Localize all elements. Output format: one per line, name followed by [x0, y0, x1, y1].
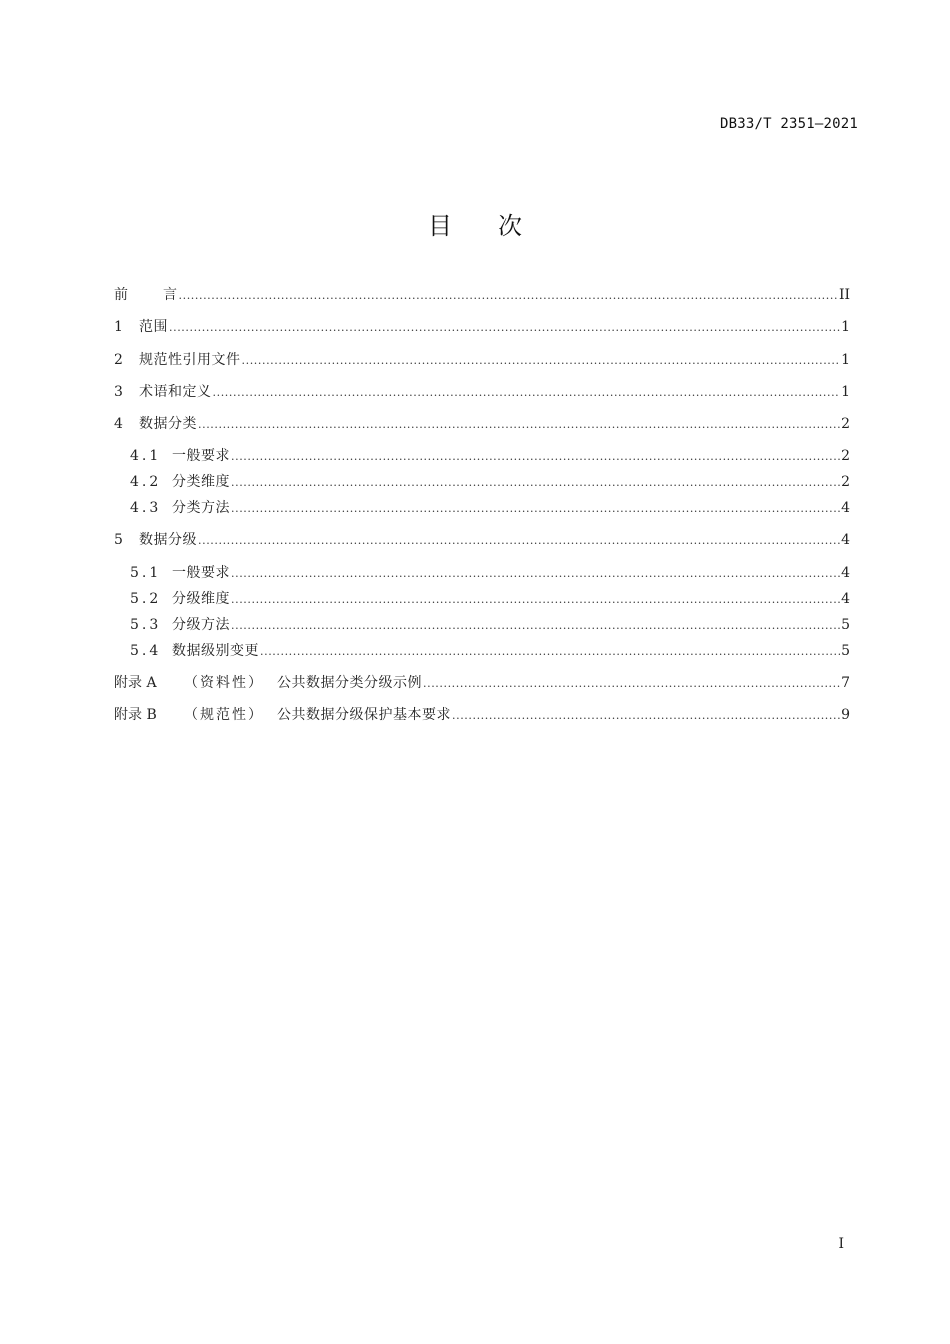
page-number: I — [838, 1236, 844, 1252]
toc-number: 5.1 — [130, 564, 162, 581]
toc-entry-5-1[interactable] — [114, 563, 850, 584]
toc-entry-5[interactable] — [114, 530, 850, 551]
dot-leader — [231, 447, 840, 467]
title-char-2: 次 — [498, 212, 522, 240]
toc-page-number: 4 — [841, 532, 850, 549]
toc-page-number: 1 — [841, 351, 850, 368]
table-of-contents — [114, 285, 850, 737]
toc-entry-appendix-b[interactable] — [114, 705, 850, 726]
toc-page-number: 7 — [841, 674, 850, 691]
title-char-1: 目 — [428, 212, 452, 240]
toc-number: 5 — [114, 532, 123, 549]
toc-entry-4-1[interactable] — [114, 446, 850, 467]
toc-page-number: 9 — [841, 707, 850, 724]
toc-page-number: 1 — [841, 383, 850, 400]
toc-number: 5.4 — [130, 642, 162, 659]
toc-label: 范围 — [139, 319, 168, 336]
toc-entry-4-2[interactable] — [114, 472, 850, 493]
dot-leader — [452, 706, 840, 726]
toc-number: 附录 A — [114, 674, 157, 691]
dot-leader — [231, 616, 840, 636]
toc-number: 1 — [114, 319, 123, 336]
dot-leader — [213, 383, 841, 403]
toc-page-number: 5 — [841, 642, 850, 659]
toc-entry-3[interactable] — [114, 382, 850, 403]
toc-label: 公共数据分类分级示例 — [277, 674, 422, 691]
toc-entry-5-4[interactable] — [114, 641, 850, 662]
toc-number: 5.3 — [130, 616, 162, 633]
toc-page-number: 4 — [841, 590, 850, 607]
toc-label: 分级维度 — [172, 590, 230, 607]
toc-entry-5-2[interactable] — [114, 589, 850, 610]
toc-label: 前 言 — [114, 287, 178, 303]
toc-number: 3 — [114, 383, 123, 400]
toc-page-number: 5 — [841, 616, 850, 633]
toc-number: 4.3 — [130, 500, 162, 517]
toc-page-number: 2 — [841, 448, 850, 465]
toc-number: 4.2 — [130, 474, 162, 491]
toc-entry-4-3[interactable] — [114, 498, 850, 519]
dot-leader — [231, 499, 840, 519]
toc-entry-preface[interactable] — [114, 285, 850, 306]
toc-label: 分类方法 — [172, 500, 230, 517]
dot-leader — [423, 674, 840, 694]
dot-leader — [179, 286, 838, 306]
toc-number: 2 — [114, 351, 123, 368]
appendix-category: （规范性） — [184, 707, 264, 724]
toc-page-number: 1 — [841, 319, 850, 336]
toc-label: 数据分类 — [139, 416, 197, 433]
toc-label: 数据分级 — [139, 532, 197, 549]
toc-entry-appendix-a[interactable] — [114, 673, 850, 694]
dot-leader — [231, 473, 840, 493]
dot-leader — [198, 415, 840, 435]
dot-leader — [198, 531, 840, 551]
toc-number: 4 — [114, 416, 123, 433]
toc-label: 公共数据分级保护基本要求 — [277, 707, 451, 724]
appendix-category: （资料性） — [184, 674, 264, 691]
toc-entry-4[interactable] — [114, 414, 850, 435]
page-title — [0, 206, 950, 241]
toc-label: 数据级别变更 — [172, 642, 259, 659]
toc-entry-1[interactable] — [114, 317, 850, 338]
toc-number: 5.2 — [130, 590, 162, 607]
toc-label: 术语和定义 — [139, 383, 212, 400]
toc-entry-5-3[interactable] — [114, 615, 850, 636]
toc-number: 4.1 — [130, 448, 162, 465]
toc-page-number: 2 — [841, 474, 850, 491]
toc-page-number: II — [838, 287, 850, 303]
toc-label: 分类维度 — [172, 474, 230, 491]
toc-page-number: 4 — [841, 564, 850, 581]
standard-code: DB33/T 2351—2021 — [719, 116, 858, 132]
dot-leader — [260, 642, 840, 662]
toc-label: 规范性引用文件 — [139, 351, 241, 368]
toc-page-number: 2 — [841, 416, 850, 433]
toc-number: 附录 B — [114, 707, 157, 724]
toc-label: 分级方法 — [172, 616, 230, 633]
dot-leader — [231, 564, 840, 584]
toc-label: 一般要求 — [172, 448, 230, 465]
toc-page-number: 4 — [841, 500, 850, 517]
toc-label: 一般要求 — [172, 564, 230, 581]
dot-leader — [242, 351, 841, 371]
dot-leader — [231, 590, 840, 610]
dot-leader — [169, 318, 840, 338]
toc-entry-2[interactable] — [114, 350, 850, 371]
